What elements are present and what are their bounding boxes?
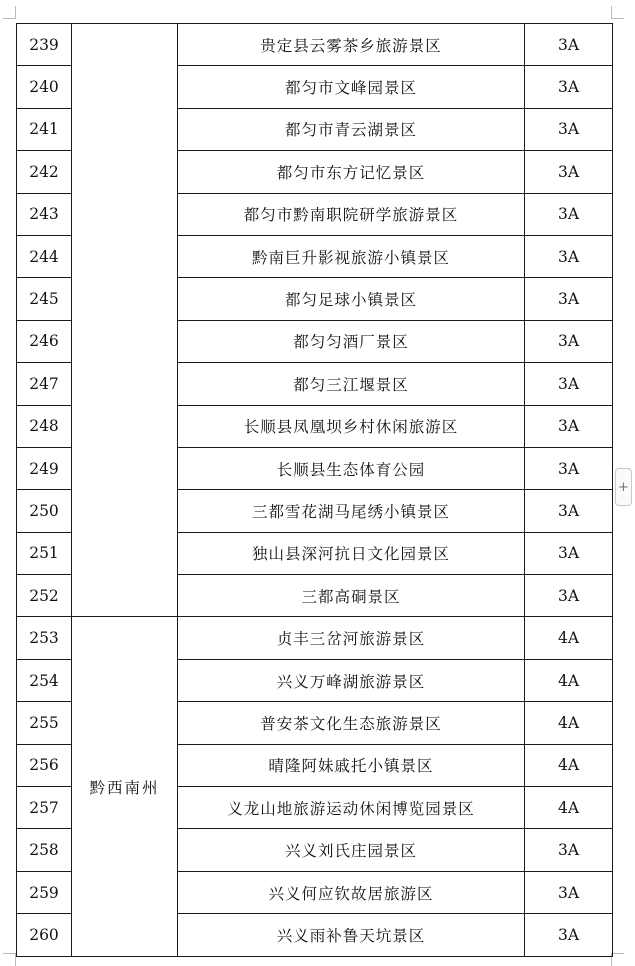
- scenic-area-name: 都匀三江堰景区: [178, 363, 525, 405]
- row-number: 241: [17, 108, 72, 150]
- row-number: 245: [17, 278, 72, 320]
- plus-icon: +: [618, 479, 629, 495]
- page-corner-mark: [3, 953, 16, 966]
- row-number: 254: [17, 659, 72, 701]
- grade-rating: 3A: [525, 151, 613, 193]
- row-number: 249: [17, 447, 72, 489]
- row-number: 260: [17, 914, 72, 956]
- row-number: 252: [17, 575, 72, 617]
- scenic-area-name: 都匀市黔南职院研学旅游景区: [178, 193, 525, 235]
- table-body: [17, 24, 613, 957]
- row-number: 247: [17, 363, 72, 405]
- grade-rating: 3A: [525, 193, 613, 235]
- row-number: 239: [17, 24, 72, 66]
- grade-rating: 3A: [525, 447, 613, 489]
- scenic-area-name: 都匀市东方记忆景区: [178, 151, 525, 193]
- row-number: 253: [17, 617, 72, 659]
- row-number: 250: [17, 490, 72, 532]
- region-cell: [72, 24, 178, 617]
- grade-rating: 4A: [525, 659, 613, 701]
- grade-rating: 3A: [525, 490, 613, 532]
- add-plus-button[interactable]: [615, 468, 632, 506]
- grade-rating: 3A: [525, 914, 613, 956]
- grade-rating: 3A: [525, 66, 613, 108]
- scenic-area-name: 贵定县云雾茶乡旅游景区: [178, 24, 525, 66]
- scenic-area-name: 独山县深河抗日文化园景区: [178, 532, 525, 574]
- scenic-area-name: 长顺县生态体育公园: [178, 447, 525, 489]
- row-number: 258: [17, 829, 72, 871]
- scenic-area-table: [16, 23, 613, 957]
- grade-rating: 4A: [525, 702, 613, 744]
- scenic-area-name: 兴义万峰湖旅游景区: [178, 659, 525, 701]
- scenic-area-name: 普安茶文化生态旅游景区: [178, 702, 525, 744]
- region-cell: 黔西南州: [72, 617, 178, 956]
- row-number: 242: [17, 151, 72, 193]
- grade-rating: 3A: [525, 363, 613, 405]
- grade-rating: 3A: [525, 235, 613, 277]
- page-corner-mark: [3, 6, 16, 19]
- scenic-area-name: 义龙山地旅游运动休闲博览园景区: [178, 787, 525, 829]
- row-number: 259: [17, 871, 72, 913]
- grade-rating: 3A: [525, 278, 613, 320]
- grade-rating: 3A: [525, 575, 613, 617]
- grade-rating: 3A: [525, 405, 613, 447]
- scenic-area-name: 都匀足球小镇景区: [178, 278, 525, 320]
- scenic-area-name: 长顺县凤凰坝乡村休闲旅游区: [178, 405, 525, 447]
- grade-rating: 3A: [525, 320, 613, 362]
- row-number: 255: [17, 702, 72, 744]
- grade-rating: 3A: [525, 108, 613, 150]
- row-number: 246: [17, 320, 72, 362]
- grade-rating: 4A: [525, 744, 613, 786]
- row-number: 243: [17, 193, 72, 235]
- scenic-area-name: 都匀匀酒厂景区: [178, 320, 525, 362]
- grade-rating: 4A: [525, 787, 613, 829]
- row-number: 244: [17, 235, 72, 277]
- row-number: 240: [17, 66, 72, 108]
- grade-rating: 4A: [525, 617, 613, 659]
- row-number: 257: [17, 787, 72, 829]
- table-row: [17, 24, 613, 66]
- grade-rating: 3A: [525, 24, 613, 66]
- grade-rating: 3A: [525, 532, 613, 574]
- page-corner-mark: [611, 6, 624, 19]
- grade-rating: 3A: [525, 871, 613, 913]
- row-number: 251: [17, 532, 72, 574]
- scenic-area-name: 三都雪花湖马尾绣小镇景区: [178, 490, 525, 532]
- scenic-area-name: 都匀市青云湖景区: [178, 108, 525, 150]
- scenic-area-name: 兴义何应钦故居旅游区: [178, 871, 525, 913]
- scenic-area-name: 兴义雨补鲁天坑景区: [178, 914, 525, 956]
- scenic-area-name: 贞丰三岔河旅游景区: [178, 617, 525, 659]
- scenic-area-name: 晴隆阿妹戚托小镇景区: [178, 744, 525, 786]
- scenic-area-name: 兴义刘氏庄园景区: [178, 829, 525, 871]
- scenic-area-name: 都匀市文峰园景区: [178, 66, 525, 108]
- scenic-area-name: 三都高硐景区: [178, 575, 525, 617]
- row-number: 248: [17, 405, 72, 447]
- grade-rating: 3A: [525, 829, 613, 871]
- table-row: [17, 617, 613, 659]
- scenic-area-name: 黔南巨升影视旅游小镇景区: [178, 235, 525, 277]
- row-number: 256: [17, 744, 72, 786]
